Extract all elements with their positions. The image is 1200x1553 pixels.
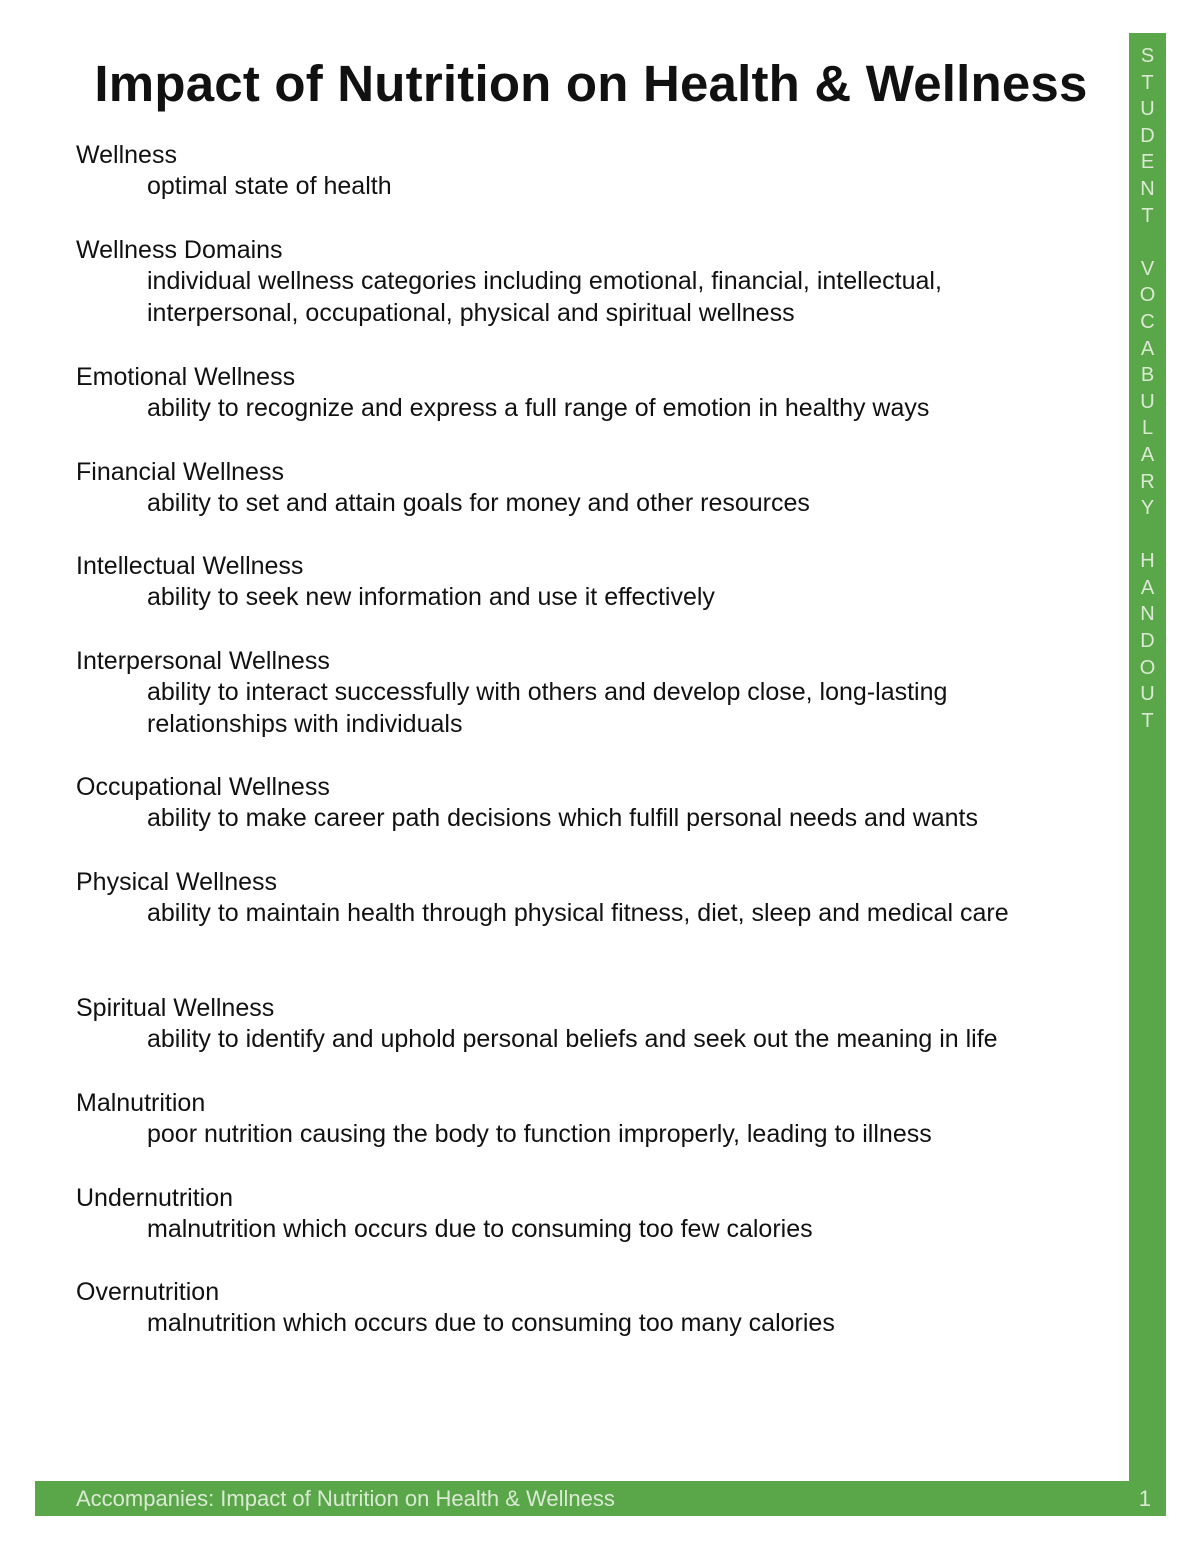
vocab-definition: ability to identify and uphold personal beliefs and seek out the meaning in life bbox=[147, 1025, 998, 1053]
page-title: Impact of Nutrition on Health & Wellness bbox=[94, 55, 1088, 112]
vocab-definition: optimal state of health bbox=[147, 172, 392, 200]
vocab-term: Wellness Domains bbox=[76, 236, 283, 264]
page-number: 1 bbox=[1138, 1486, 1151, 1511]
footer bbox=[35, 1481, 1166, 1516]
vocab-term: Financial Wellness bbox=[76, 458, 284, 486]
vocab-entry bbox=[76, 234, 1116, 329]
vocab-entry bbox=[76, 139, 1116, 203]
vocab-definition: ability to seek new information and use it effectively bbox=[147, 583, 715, 611]
vocab-entry bbox=[76, 645, 1116, 740]
vocab-term: Wellness bbox=[76, 141, 177, 169]
vocab-entry bbox=[76, 992, 1116, 1056]
vocab-definition: ability to recognize and express a full range of emotion in healthy ways bbox=[147, 394, 930, 422]
vocab-definition: poor nutrition causing the body to function improperly, leading to illness bbox=[147, 1120, 932, 1148]
vocab-definition: ability to set and attain goals for money and other resources bbox=[147, 489, 810, 517]
vocab-entry bbox=[76, 361, 1116, 425]
vocab-entry bbox=[76, 1087, 1116, 1151]
vocab-term: Undernutrition bbox=[76, 1184, 234, 1212]
side-banner bbox=[1129, 33, 1166, 1516]
vocab-entry bbox=[76, 866, 1116, 930]
vocab-entry bbox=[76, 456, 1116, 520]
vocab-entry bbox=[76, 550, 1116, 614]
side-banner-label: S T U D E N T V O C A B U L A R Y H A N D O U T bbox=[1139, 45, 1156, 732]
vocab-term: Occupational Wellness bbox=[76, 773, 330, 801]
vocab-term: Emotional Wellness bbox=[76, 363, 296, 391]
vocab-definition: ability to interact successfully with others and develop close, long-lasting relationships with individuals bbox=[147, 678, 948, 738]
vocab-definition: ability to maintain health through physical fitness, diet, sleep and medical care bbox=[147, 899, 1009, 927]
vocab-term: Spiritual Wellness bbox=[76, 994, 275, 1022]
vocab-entry bbox=[76, 1182, 1116, 1246]
vocab-term: Intellectual Wellness bbox=[76, 552, 304, 580]
footer-text: Accompanies: Impact of Nutrition on Health & Wellness bbox=[76, 1486, 615, 1511]
vocab-definition: individual wellness categories including emotional, financial, intellectual, interpersonal, occupational, physical and spiritual wellness bbox=[147, 267, 942, 327]
vocab-entry bbox=[76, 771, 1116, 835]
vocab-term: Malnutrition bbox=[76, 1089, 206, 1117]
vocab-definition: ability to make career path decisions which fulfill personal needs and wants bbox=[147, 804, 979, 832]
vocab-term: Overnutrition bbox=[76, 1278, 220, 1306]
vocab-definition: malnutrition which occurs due to consuming too few calories bbox=[147, 1215, 813, 1243]
vocab-term: Interpersonal Wellness bbox=[76, 647, 330, 675]
vocab-term: Physical Wellness bbox=[76, 868, 278, 896]
vocab-definition: malnutrition which occurs due to consuming too many calories bbox=[147, 1309, 835, 1337]
vocab-entry bbox=[76, 1276, 1116, 1340]
